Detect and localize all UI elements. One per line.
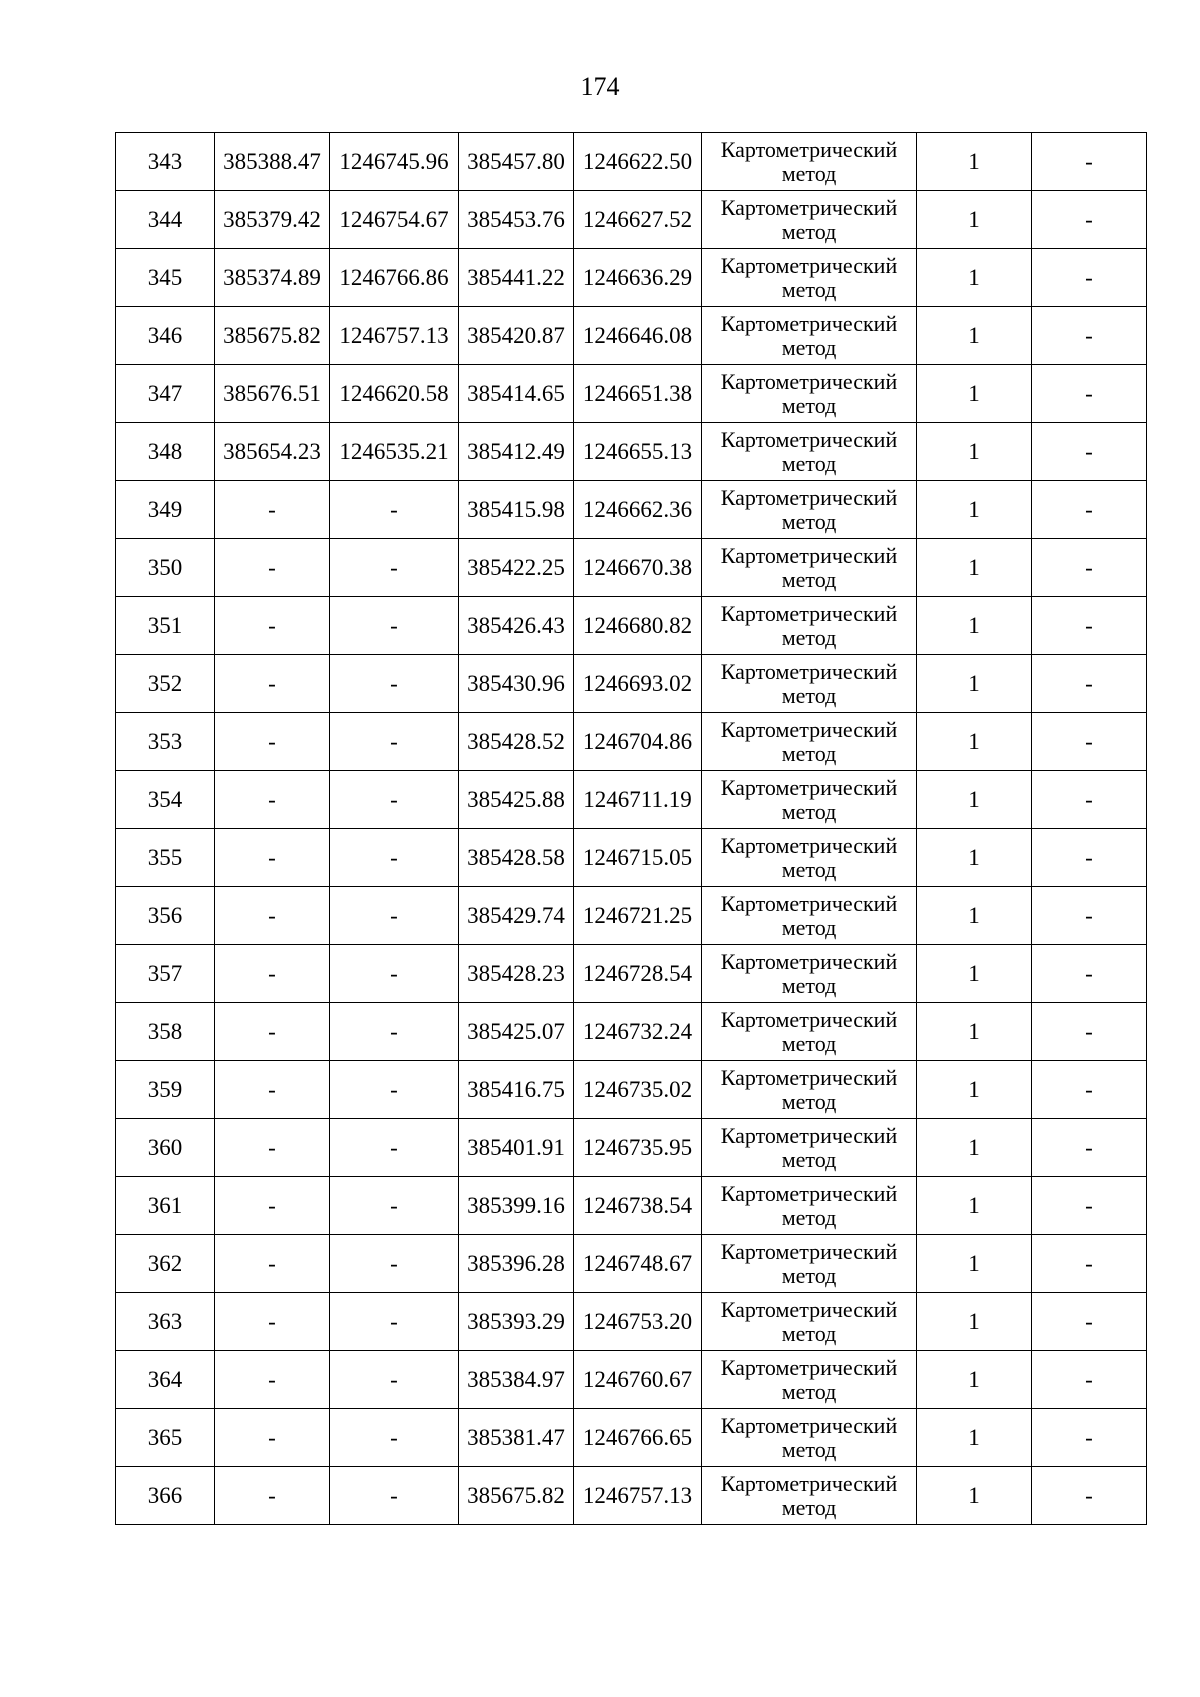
method-text: Картометрический [720, 194, 898, 220]
new-y-cell: 1246651.38 [574, 365, 702, 423]
point-number-cell: 358 [116, 1003, 215, 1061]
point-number-cell: 355 [116, 829, 215, 887]
note-cell: - [1032, 1061, 1147, 1119]
new-x-cell: 385675.82 [459, 1467, 574, 1525]
method-cell [702, 1235, 917, 1293]
old-y-cell: - [330, 829, 459, 887]
accuracy-cell: 1 [917, 249, 1032, 307]
accuracy-cell: 1 [917, 771, 1032, 829]
table-row [116, 1409, 1147, 1467]
table-row [116, 1061, 1147, 1119]
point-number-cell: 362 [116, 1235, 215, 1293]
note-cell: - [1032, 597, 1147, 655]
method-text: Картометрический [720, 426, 898, 452]
table-row [116, 887, 1147, 945]
new-x-cell: 385412.49 [459, 423, 574, 481]
accuracy-cell: 1 [917, 481, 1032, 539]
method-text: метод [781, 1494, 837, 1520]
old-y-cell: - [330, 539, 459, 597]
method-text: метод [781, 566, 837, 592]
new-y-cell: 1246760.67 [574, 1351, 702, 1409]
old-x-cell: - [215, 597, 330, 655]
method-cell [702, 307, 917, 365]
new-x-cell: 385426.43 [459, 597, 574, 655]
note-cell: - [1032, 133, 1147, 191]
method-text: метод [781, 218, 837, 244]
new-x-cell: 385430.96 [459, 655, 574, 713]
method-cell [702, 655, 917, 713]
method-text: Картометрический [720, 484, 898, 510]
new-x-cell: 385416.75 [459, 1061, 574, 1119]
accuracy-cell: 1 [917, 945, 1032, 1003]
table-row [116, 1177, 1147, 1235]
accuracy-cell: 1 [917, 1409, 1032, 1467]
method-text: метод [781, 856, 837, 882]
point-number-cell: 366 [116, 1467, 215, 1525]
new-x-cell: 385399.16 [459, 1177, 574, 1235]
accuracy-cell: 1 [917, 597, 1032, 655]
accuracy-cell: 1 [917, 1293, 1032, 1351]
note-cell: - [1032, 1467, 1147, 1525]
old-y-cell: - [330, 1177, 459, 1235]
new-x-cell: 385457.80 [459, 133, 574, 191]
table-row [116, 713, 1147, 771]
accuracy-cell: 1 [917, 191, 1032, 249]
method-cell [702, 191, 917, 249]
old-x-cell: 385654.23 [215, 423, 330, 481]
table-row [116, 481, 1147, 539]
point-number-cell: 357 [116, 945, 215, 1003]
old-y-cell: - [330, 713, 459, 771]
point-number-cell: 352 [116, 655, 215, 713]
method-text: метод [781, 160, 837, 186]
method-text: Картометрический [720, 1064, 898, 1090]
note-cell: - [1032, 1293, 1147, 1351]
method-text: Картометрический [720, 542, 898, 568]
old-y-cell: - [330, 1119, 459, 1177]
old-y-cell: - [330, 1235, 459, 1293]
method-cell [702, 771, 917, 829]
accuracy-cell: 1 [917, 365, 1032, 423]
method-text: Картометрический [720, 1238, 898, 1264]
new-y-cell: 1246766.65 [574, 1409, 702, 1467]
method-text: метод [781, 624, 837, 650]
note-cell: - [1032, 191, 1147, 249]
note-cell: - [1032, 713, 1147, 771]
method-text: Картометрический [720, 1354, 898, 1380]
method-cell [702, 539, 917, 597]
method-text: метод [781, 1030, 837, 1056]
method-text: Картометрический [720, 1470, 898, 1496]
new-y-cell: 1246748.67 [574, 1235, 702, 1293]
note-cell: - [1032, 249, 1147, 307]
accuracy-cell: 1 [917, 1235, 1032, 1293]
method-text: Картометрический [720, 600, 898, 626]
method-text: метод [781, 798, 837, 824]
old-y-cell: - [330, 945, 459, 1003]
new-x-cell: 385429.74 [459, 887, 574, 945]
new-y-cell: 1246735.02 [574, 1061, 702, 1119]
old-y-cell: - [330, 655, 459, 713]
accuracy-cell: 1 [917, 887, 1032, 945]
note-cell: - [1032, 539, 1147, 597]
method-cell [702, 133, 917, 191]
method-cell [702, 1293, 917, 1351]
method-text: Картометрический [720, 368, 898, 394]
method-text: Картометрический [720, 1296, 898, 1322]
new-x-cell: 385384.97 [459, 1351, 574, 1409]
note-cell: - [1032, 1177, 1147, 1235]
old-x-cell: - [215, 1467, 330, 1525]
method-text: Картометрический [720, 252, 898, 278]
point-number-cell: 363 [116, 1293, 215, 1351]
point-number-cell: 349 [116, 481, 215, 539]
method-text: метод [781, 1378, 837, 1404]
method-text: Картометрический [720, 310, 898, 336]
new-x-cell: 385396.28 [459, 1235, 574, 1293]
new-y-cell: 1246646.08 [574, 307, 702, 365]
new-x-cell: 385428.52 [459, 713, 574, 771]
old-y-cell: 1246620.58 [330, 365, 459, 423]
old-x-cell: - [215, 1177, 330, 1235]
table-row [116, 539, 1147, 597]
note-cell: - [1032, 887, 1147, 945]
old-y-cell: - [330, 481, 459, 539]
table-body [116, 133, 1147, 1525]
method-text: метод [781, 334, 837, 360]
old-y-cell: - [330, 1061, 459, 1119]
point-number-cell: 364 [116, 1351, 215, 1409]
method-text: Картометрический [720, 1412, 898, 1438]
accuracy-cell: 1 [917, 713, 1032, 771]
point-number-cell: 360 [116, 1119, 215, 1177]
point-number-cell: 350 [116, 539, 215, 597]
page-number: 174 [580, 72, 620, 101]
old-y-cell: 1246745.96 [330, 133, 459, 191]
table-row [116, 307, 1147, 365]
old-y-cell: - [330, 887, 459, 945]
method-cell [702, 829, 917, 887]
accuracy-cell: 1 [917, 655, 1032, 713]
new-y-cell: 1246704.86 [574, 713, 702, 771]
new-y-cell: 1246662.36 [574, 481, 702, 539]
accuracy-cell: 1 [917, 1351, 1032, 1409]
new-x-cell: 385425.07 [459, 1003, 574, 1061]
method-text: метод [781, 392, 837, 418]
table-row [116, 1467, 1147, 1525]
new-y-cell: 1246715.05 [574, 829, 702, 887]
new-x-cell: 385428.58 [459, 829, 574, 887]
method-text: метод [781, 1262, 837, 1288]
new-x-cell: 385401.91 [459, 1119, 574, 1177]
table-row [116, 829, 1147, 887]
method-text: метод [781, 740, 837, 766]
point-number-cell: 365 [116, 1409, 215, 1467]
method-text: метод [781, 276, 837, 302]
table-row [116, 771, 1147, 829]
method-text: Картометрический [720, 136, 898, 162]
table-row [116, 1119, 1147, 1177]
new-y-cell: 1246738.54 [574, 1177, 702, 1235]
old-y-cell: - [330, 771, 459, 829]
table-row [116, 133, 1147, 191]
table-row [116, 365, 1147, 423]
note-cell: - [1032, 1235, 1147, 1293]
new-x-cell: 385381.47 [459, 1409, 574, 1467]
note-cell: - [1032, 1409, 1147, 1467]
new-x-cell: 385453.76 [459, 191, 574, 249]
accuracy-cell: 1 [917, 133, 1032, 191]
accuracy-cell: 1 [917, 829, 1032, 887]
table-row [116, 597, 1147, 655]
accuracy-cell: 1 [917, 1177, 1032, 1235]
method-text: Картометрический [720, 774, 898, 800]
new-y-cell: 1246721.25 [574, 887, 702, 945]
new-y-cell: 1246711.19 [574, 771, 702, 829]
method-text: Картометрический [720, 716, 898, 742]
point-number-cell: 347 [116, 365, 215, 423]
old-y-cell: - [330, 1351, 459, 1409]
method-text: Картометрический [720, 658, 898, 684]
method-cell [702, 481, 917, 539]
accuracy-cell: 1 [917, 423, 1032, 481]
method-cell [702, 1003, 917, 1061]
method-text: метод [781, 1320, 837, 1346]
old-y-cell: - [330, 1409, 459, 1467]
new-x-cell: 385428.23 [459, 945, 574, 1003]
method-text: Картометрический [720, 948, 898, 974]
old-x-cell: - [215, 713, 330, 771]
old-y-cell: 1246766.86 [330, 249, 459, 307]
old-x-cell: - [215, 539, 330, 597]
method-text: Картометрический [720, 1122, 898, 1148]
new-y-cell: 1246693.02 [574, 655, 702, 713]
old-y-cell: 1246754.67 [330, 191, 459, 249]
coordinates-table [115, 132, 1147, 1525]
old-y-cell: 1246757.13 [330, 307, 459, 365]
point-number-cell: 345 [116, 249, 215, 307]
point-number-cell: 343 [116, 133, 215, 191]
accuracy-cell: 1 [917, 1061, 1032, 1119]
old-x-cell: 385676.51 [215, 365, 330, 423]
new-y-cell: 1246622.50 [574, 133, 702, 191]
point-number-cell: 351 [116, 597, 215, 655]
method-text: Картометрический [720, 832, 898, 858]
note-cell: - [1032, 423, 1147, 481]
method-text: метод [781, 972, 837, 998]
new-y-cell: 1246627.52 [574, 191, 702, 249]
point-number-cell: 353 [116, 713, 215, 771]
method-cell [702, 1119, 917, 1177]
table-row [116, 249, 1147, 307]
old-x-cell: - [215, 887, 330, 945]
method-cell [702, 887, 917, 945]
method-cell [702, 945, 917, 1003]
old-x-cell: - [215, 1351, 330, 1409]
table-row [116, 1293, 1147, 1351]
table-row [116, 1235, 1147, 1293]
old-x-cell: - [215, 1293, 330, 1351]
accuracy-cell: 1 [917, 1119, 1032, 1177]
old-x-cell: 385675.82 [215, 307, 330, 365]
old-x-cell: - [215, 1061, 330, 1119]
method-cell [702, 1061, 917, 1119]
table-row [116, 1003, 1147, 1061]
point-number-cell: 348 [116, 423, 215, 481]
table-row [116, 191, 1147, 249]
new-x-cell: 385420.87 [459, 307, 574, 365]
accuracy-cell: 1 [917, 1003, 1032, 1061]
method-text: метод [781, 682, 837, 708]
note-cell: - [1032, 829, 1147, 887]
new-x-cell: 385425.88 [459, 771, 574, 829]
new-x-cell: 385393.29 [459, 1293, 574, 1351]
accuracy-cell: 1 [917, 539, 1032, 597]
note-cell: - [1032, 307, 1147, 365]
point-number-cell: 354 [116, 771, 215, 829]
accuracy-cell: 1 [917, 1467, 1032, 1525]
method-text: метод [781, 450, 837, 476]
new-y-cell: 1246670.38 [574, 539, 702, 597]
old-x-cell: - [215, 1119, 330, 1177]
method-cell [702, 1177, 917, 1235]
new-y-cell: 1246732.24 [574, 1003, 702, 1061]
new-y-cell: 1246636.29 [574, 249, 702, 307]
method-text: метод [781, 1204, 837, 1230]
method-cell [702, 423, 917, 481]
new-x-cell: 385441.22 [459, 249, 574, 307]
new-x-cell: 385414.65 [459, 365, 574, 423]
old-y-cell: 1246535.21 [330, 423, 459, 481]
table-row [116, 655, 1147, 713]
method-cell [702, 1351, 917, 1409]
table-row [116, 423, 1147, 481]
old-x-cell: - [215, 945, 330, 1003]
note-cell: - [1032, 945, 1147, 1003]
new-y-cell: 1246753.20 [574, 1293, 702, 1351]
method-text: Картометрический [720, 1006, 898, 1032]
method-text: метод [781, 1146, 837, 1172]
method-text: метод [781, 914, 837, 940]
old-x-cell: - [215, 481, 330, 539]
method-cell [702, 249, 917, 307]
old-x-cell: 385379.42 [215, 191, 330, 249]
note-cell: - [1032, 1119, 1147, 1177]
old-x-cell: 385374.89 [215, 249, 330, 307]
note-cell: - [1032, 1351, 1147, 1409]
method-cell [702, 597, 917, 655]
note-cell: - [1032, 365, 1147, 423]
method-text: Картометрический [720, 890, 898, 916]
old-y-cell: - [330, 1467, 459, 1525]
old-x-cell: 385388.47 [215, 133, 330, 191]
method-text: метод [781, 1088, 837, 1114]
method-cell [702, 1409, 917, 1467]
method-text: метод [781, 1436, 837, 1462]
note-cell: - [1032, 655, 1147, 713]
method-cell [702, 1467, 917, 1525]
old-x-cell: - [215, 829, 330, 887]
method-text: метод [781, 508, 837, 534]
note-cell: - [1032, 481, 1147, 539]
point-number-cell: 356 [116, 887, 215, 945]
accuracy-cell: 1 [917, 307, 1032, 365]
table-row [116, 1351, 1147, 1409]
new-y-cell: 1246655.13 [574, 423, 702, 481]
old-x-cell: - [215, 771, 330, 829]
new-y-cell: 1246728.54 [574, 945, 702, 1003]
new-y-cell: 1246757.13 [574, 1467, 702, 1525]
point-number-cell: 346 [116, 307, 215, 365]
new-x-cell: 385422.25 [459, 539, 574, 597]
point-number-cell: 361 [116, 1177, 215, 1235]
table-row [116, 945, 1147, 1003]
old-y-cell: - [330, 597, 459, 655]
old-x-cell: - [215, 1235, 330, 1293]
old-x-cell: - [215, 1003, 330, 1061]
method-cell [702, 365, 917, 423]
old-x-cell: - [215, 655, 330, 713]
new-y-cell: 1246735.95 [574, 1119, 702, 1177]
old-x-cell: - [215, 1409, 330, 1467]
old-y-cell: - [330, 1003, 459, 1061]
method-cell [702, 713, 917, 771]
note-cell: - [1032, 771, 1147, 829]
method-text: Картометрический [720, 1180, 898, 1206]
new-y-cell: 1246680.82 [574, 597, 702, 655]
note-cell: - [1032, 1003, 1147, 1061]
new-x-cell: 385415.98 [459, 481, 574, 539]
point-number-cell: 344 [116, 191, 215, 249]
point-number-cell: 359 [116, 1061, 215, 1119]
old-y-cell: - [330, 1293, 459, 1351]
